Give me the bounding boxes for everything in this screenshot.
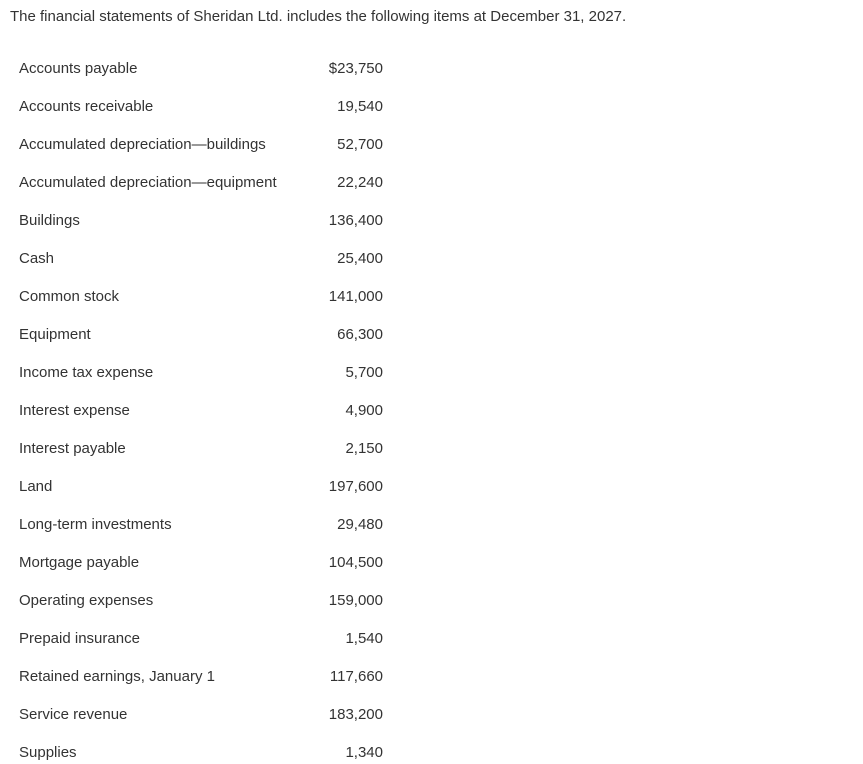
table-row [19,582,391,620]
account-label: Supplies [19,744,77,761]
account-label: Accounts payable [19,60,138,77]
account-label: Common stock [19,288,120,305]
account-label: Equipment [19,326,91,343]
account-amount: 19,540 [337,98,383,115]
table-row [19,354,391,392]
account-items-table [19,50,391,764]
table-row [19,506,391,544]
table-row [19,240,391,278]
account-amount: 66,300 [337,326,383,343]
account-amount: 183,200 [328,706,383,723]
table-row [19,202,391,240]
account-amount: $23,750 [328,60,383,77]
table-row [19,50,391,88]
table-row [19,430,391,468]
account-label: Operating expenses [19,592,154,609]
account-label: Long-term investments [19,516,172,533]
account-amount: 104,500 [328,554,383,571]
table-row [19,316,391,354]
table-row [19,696,391,734]
table-row [19,126,391,164]
account-amount: 141,000 [328,288,383,305]
account-label: Interest payable [19,440,126,457]
account-amount: 1,540 [345,630,383,647]
table-row [19,88,391,126]
account-amount: 197,600 [328,478,383,495]
account-label: Accounts receivable [19,98,154,115]
account-amount: 159,000 [328,592,383,609]
account-amount: 2,150 [345,440,383,457]
account-label: Accumulated depreciation—equipment [19,174,277,191]
account-amount: 25,400 [337,250,383,267]
account-amount: 136,400 [328,212,383,229]
account-amount: 52,700 [337,136,383,153]
account-label: Mortgage payable [19,554,140,571]
account-amount: 22,240 [337,174,383,191]
account-label: Prepaid insurance [19,630,140,647]
account-label: Land [19,478,53,495]
table-row [19,392,391,430]
account-label: Service revenue [19,706,128,723]
account-amount: 117,660 [329,668,383,685]
account-amount: 29,480 [337,516,383,533]
table-row [19,734,391,764]
problem-intro: The financial statements of Sheridan Ltd. includes the following items at December 31, 2027. [10,8,627,25]
account-label: Buildings [19,212,80,229]
table-row [19,544,391,582]
table-row [19,620,391,658]
account-amount: 5,700 [345,364,383,381]
account-label: Interest expense [19,402,130,419]
table-row [19,164,391,202]
account-amount: 1,340 [345,744,383,761]
account-amount: 4,900 [345,402,383,419]
table-row [19,278,391,316]
account-label: Retained earnings, January 1 [19,668,215,685]
account-label: Income tax expense [19,364,154,381]
account-label: Accumulated depreciation—buildings [19,136,266,153]
table-row [19,658,391,696]
table-row [19,468,391,506]
account-label: Cash [19,250,55,267]
